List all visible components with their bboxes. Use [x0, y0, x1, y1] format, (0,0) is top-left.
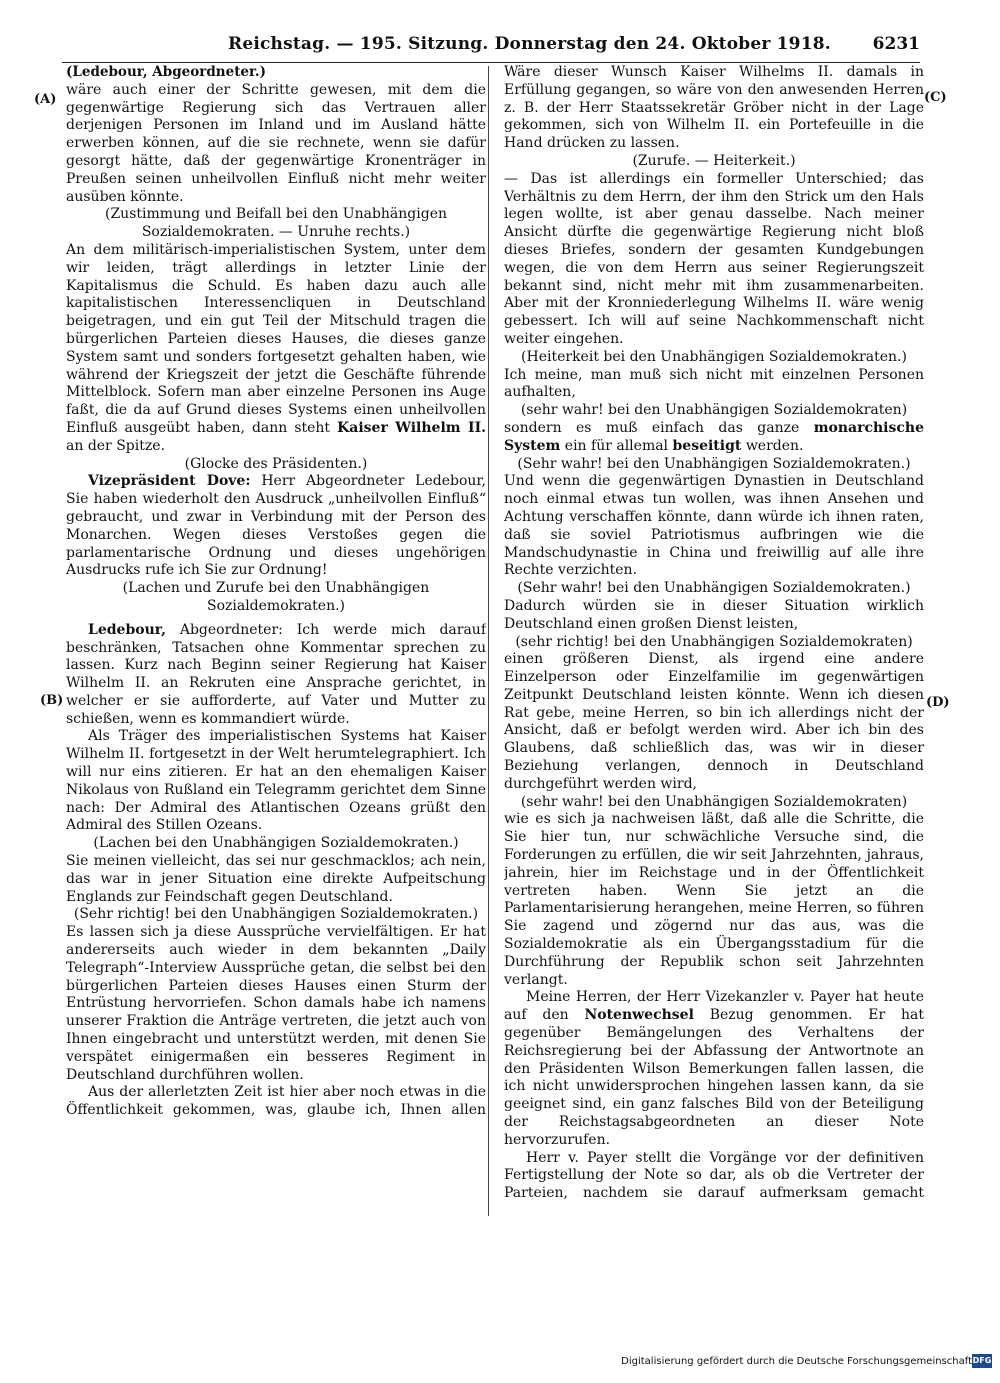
- left-paragraph-8: Aus der allerletzten Zeit ist hier aber noch etwas in die Öffentlichkeit gekommen, was, glaube ich, Ihnen allen: [66, 1084, 486, 1119]
- running-head: [60, 34, 920, 62]
- margin-mark-a: (A): [34, 92, 57, 107]
- left-paragraph-5: Als Träger des imperialistischen Systems hat Kaiser Wilhelm II. fortgesetzt in der Welt herumtelegraphiert. Ich will nur eins zitieren. Er hat an den ehemaligen Kaiser Nikolaus von Rußland ein Telegramm gerichtet dem Sinne nach: Der Admiral des Atlantischen Ozeans grüßt den Admiral des Stillen Ozeans.: [66, 728, 486, 834]
- right-paragraph-7: einen größeren Dienst, als irgend eine andere Einzelperson oder Einzelfamilie im gegenwärtigen Zeitpunkt Deutschland leisten könnte. Wenn ich diesen Rat gebe, meine Herren, so bin ich allerdings nicht der Ansicht, daß er befolgt werden wird. Aber ich bin des Glaubens, daß schließlich das, was wir in dieser Beziehung verlangen, dennoch in Deutschland durchgeführt werden wird,: [504, 651, 924, 792]
- right-paragraph-5: Und wenn die gegenwärtigen Dynastien in Deutschland noch einmal etwas tun wollen, was ihnen Ansehen und Achtung verschaffen könnte, dann würde ich ihnen raten, daß sie soviel Patriotismus aufbringen wie die Mandschudynastie in China und freiwillig auf alle ihre Rechte verzichten.: [504, 473, 924, 579]
- right-paragraph-9: Meine Herren, der Herr Vizekanzler v. Payer hat heute auf den Notenwechsel Bezug genommen. Er hat gegenüber Bemängelungen des Verhaltens der Reichsregierung bei der Abfassung der Antwortnote an den Präsidenten Wilson Bemerkungen fallen lassen, die ich nicht unwidersprochen hingehen lassen kann, da sie geeignet sind, ein ganz falsches Bild von der Beteiligung der Reichstagsabgeordneten an dieser Note hervorzurufen.: [504, 989, 924, 1148]
- right-interjection-2: (Heiterkeit bei den Unabhängigen Sozialdemokraten.): [521, 348, 907, 365]
- vice-president-label: Vizepräsident Dove:: [88, 473, 251, 490]
- left-paragraph-7: Es lassen sich ja diese Aussprüche vervielfältigen. Er hat andererseits auch wieder in dem bekannten „Daily Telegraph“-Interview Aussprüche getan, die selbst bei den bürgerlichen Parteien dieses Hauses einen Sturm der Entrüstung hervorriefen. Schon damals habe ich namens unserer Fraktion die Anträge vertreten, die jetzt auch von Ihnen eingebracht und unterstützt werden, mit denen Sie verspätet einigermaßen ein besseres Regiment in Deutschland durchführen wollen.: [66, 924, 486, 1083]
- left-interjection-5: (Sehr richtig! bei den Unabhängigen Sozialdemokraten.): [73, 906, 479, 923]
- left-interjection-2: (Glocke des Präsidenten.): [184, 455, 368, 472]
- running-head-title: Reichstag. — 195. Sitzung. Donnerstag den 24. Oktober 1918.: [228, 34, 831, 54]
- right-interjection-7: (sehr wahr! bei den Unabhängigen Sozialdemokraten): [520, 793, 908, 810]
- speaker-continuation-label: (Ledebour, Abgeordneter.): [66, 64, 266, 80]
- header-rule: [62, 62, 920, 63]
- right-interjection-4: (Sehr wahr! bei den Unabhängigen Sozialdemokraten.): [517, 455, 911, 472]
- right-paragraph-6: Dadurch würden sie in dieser Situation wirklich Deutschland einen großen Dienst leisten,: [504, 597, 924, 632]
- margin-mark-c: (C): [924, 90, 947, 105]
- abolished-bold: beseitigt: [672, 437, 742, 454]
- right-interjection-6: (sehr richtig! bei den Unabhängigen Sozialdemokraten): [515, 633, 913, 650]
- left-interjection-3: (Lachen und Zurufe bei den Unabhängigen Sozialdemokraten.): [122, 580, 430, 614]
- kaiser-name-bold: Kaiser Wilhelm II.: [337, 419, 486, 436]
- left-interjection-4: (Lachen bei den Unabhängigen Sozialdemokraten.): [93, 835, 459, 852]
- dfg-logo: DFG: [972, 1354, 992, 1368]
- digitization-credit: Digitalisierung gefördert durch die Deutsche Forschungsgemeinschaft: [621, 1356, 972, 1367]
- right-column: [504, 64, 924, 1204]
- right-paragraph-4: sondern es muß einfach das ganze monarchische System ein für allemal beseitigt werden.: [504, 419, 924, 454]
- left-paragraph-2: An dem militärisch-imperialistischen System, unter dem wir leiden, trägt allerdings in letzter Linie der Kapitalismus die Schuld. Es haben dazu auch alle kapitalistischen Interessencliquen in Deutschland beigetragen, und ein gut Teil der Mitschuld tragen die bürgerlichen Parteien dieses Hauses, die dieses ganze System samt und sonders fortgesetzt gehalten haben, wie während der Kriegszeit der jetzt die Geschäfte führende Mittelblock. Sofern man aber einzelne Personen ins Auge faßt, die da auf Grund dieses Systems einen unheilvollen Einfluß ausgeübt haben, dann steht Kaiser Wilhelm II. an der Spitze.: [66, 241, 486, 454]
- right-paragraph-3: Ich meine, man muß sich nicht mit einzelnen Personen aufhalten,: [504, 366, 924, 401]
- note-exchange-bold: Notenwechsel: [584, 1007, 694, 1024]
- right-paragraph-1: Wäre dieser Wunsch Kaiser Wilhelms II. damals in Erfüllung gegangen, so wäre von den anwesenden Herren z. B. der Herr Staatssekretär Gröber nicht in der Lage gekommen, sich von Wilhelm II. ein Portefeuille in die Hand drücken zu lassen.: [504, 64, 924, 152]
- ledebour-statement: Ledebour, Abgeordneter: Ich werde mich darauf beschränken, Tatsachen ohne Kommentar sprechen zu lassen. Kurz nach Beginn seiner Regierung hat Kaiser Wilhelm II. an Rekruten eine Ansprache gerichtet, in welcher er sie aufforderte, auf Vater und Mutter zu schießen, wenn es kommandiert würde.: [66, 621, 486, 727]
- left-interjection-1: (Zustimmung und Beifall bei den Unabhängigen Sozialdemokraten. — Unruhe rechts.): [104, 206, 447, 241]
- right-paragraph-8: wie es sich ja nachweisen läßt, daß alle die Schritte, die Sie hier tun, nur schwächliche Versuche sind, die Forderungen zu erfüllen, die wir seit Jahrzehnten, jahraus, jahrein, hier im Reichstage und in der Öffentlichkeit vertreten haben. Wenn Sie jetzt an die Parlamentarisierung herangehen, meine Herren, so führen Sie zagend und zögernd nur das aus, was die Sozialdemokratie als ein Übergangsstadium für die Durchführung der Republik schon seit Jahrzehnten verlangt.: [504, 811, 924, 988]
- margin-mark-d: (D): [926, 695, 950, 710]
- right-interjection-1: (Zurufe. — Heiterkeit.): [632, 152, 796, 169]
- right-paragraph-2: — Das ist allerdings ein formeller Unterschied; das Verhältnis zu dem Herrn, der ihm den Strick um den Hals legen wollte, ist aber genau dasselbe. Nach meiner Ansicht dürfte die gegenwärtige Regierung nicht bloß dieses Briefes, sondern der gesamten Kundgebungen wegen, die von dem Herrn aus seiner Regierungszeit bekannt sind, nicht mehr mit ihm zusammenarbeiten. Aber mit der Kronniederlegung Wilhelms II. wäre wenig gebessert. Ich will auf seine Nachkommenschaft nicht weiter eingehen.: [504, 170, 924, 347]
- vice-president-statement: Vizepräsident Dove: Herr Abgeordneter Ledebour, Sie haben wiederholt den Ausdruck „unheilvollen Einfluß“ gebraucht, und zwar in Verbindung mit der Person des Monarchen. Wegen dieses Verstoßes gegen die parlamentarische Ordnung und dieses ungehörigen Ausdrucks rufe ich Sie zur Ordnung!: [66, 473, 486, 579]
- ledebour-label: Ledebour,: [88, 621, 166, 638]
- right-interjection-5: (Sehr wahr! bei den Unabhängigen Sozialdemokraten.): [517, 580, 911, 597]
- column-divider: [488, 66, 489, 1216]
- left-column: [66, 64, 486, 1119]
- left-paragraph-1: wäre auch einer der Schritte gewesen, mit dem die gegenwärtige Regierung sich das Vertrauen aller derjenigen Personen im Inland und im Ausland hätte erwerben können, auf die sie rechnete, wenn sie dafür gesorgt hätte, daß der gegenwärtige Kronenträger in Preußen seinen unheilvollen Einfluß nicht mehr weiter ausüben könnte.: [66, 81, 486, 205]
- right-interjection-3: (sehr wahr! bei den Unabhängigen Sozialdemokraten): [520, 402, 908, 419]
- right-paragraph-10: Herr v. Payer stellt die Vorgänge vor der definitiven Fertigstellung der Note so dar, als ob die Vertreter der Parteien, nachdem sie darauf aufmerksam gemacht: [504, 1149, 924, 1202]
- margin-mark-b: (B): [40, 693, 64, 708]
- left-paragraph-6: Sie meinen vielleicht, das sei nur geschmacklos; ach nein, das war in jener Situation eine direkte Aufpeitschung Englands zur Feindschaft gegen Deutschland.: [66, 853, 486, 905]
- monarchic-system-bold: monarchische System: [504, 419, 924, 454]
- page-number: 6231: [872, 34, 920, 54]
